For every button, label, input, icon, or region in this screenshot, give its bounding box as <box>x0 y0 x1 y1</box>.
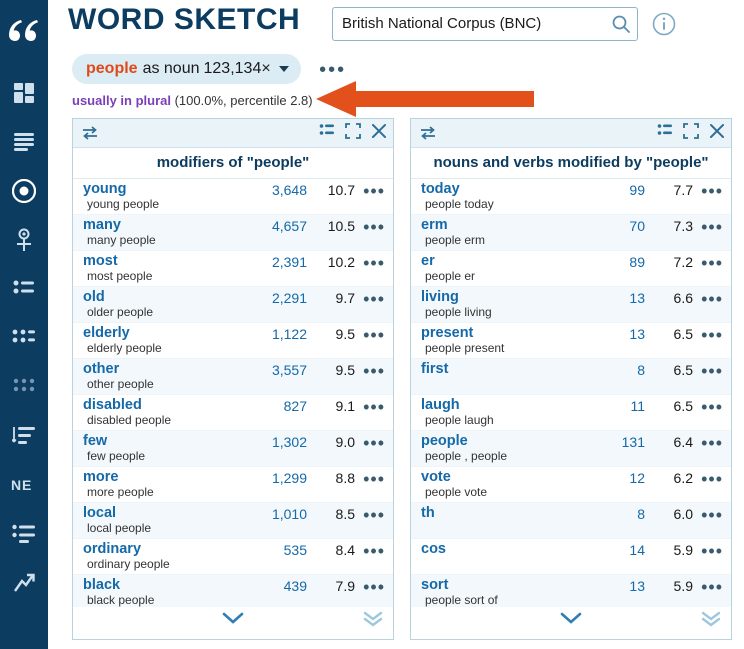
collocate-freq[interactable]: 1,122 <box>271 326 307 342</box>
collocate-word[interactable]: today <box>421 181 460 197</box>
collocate-word[interactable]: elderly <box>83 325 130 341</box>
collocate-word[interactable]: other <box>83 361 120 377</box>
table-row[interactable] <box>411 179 731 215</box>
header <box>48 0 744 48</box>
table-row[interactable] <box>73 251 393 287</box>
row-options-icon[interactable]: ••• <box>701 541 723 561</box>
table-row[interactable] <box>73 287 393 323</box>
panel-modifiers <box>72 118 394 640</box>
collocate-word[interactable]: sort <box>421 577 449 593</box>
collocate-freq[interactable]: 439 <box>283 578 307 594</box>
collocate-score: 9.0 <box>335 434 355 450</box>
row-options-icon[interactable]: ••• <box>701 433 723 453</box>
table-row[interactable] <box>73 503 393 539</box>
collocate-word[interactable]: young <box>83 181 127 197</box>
page-title: WORD SKETCH <box>68 3 301 36</box>
row-options-icon[interactable]: ••• <box>363 577 385 597</box>
collocate-freq[interactable]: 535 <box>283 542 307 558</box>
table-row[interactable] <box>411 467 731 503</box>
collocate-score: 5.9 <box>673 578 693 594</box>
swap-arrows-icon[interactable] <box>419 124 437 147</box>
collocate-freq[interactable]: 8 <box>637 362 645 378</box>
collocate-freq[interactable]: 1,299 <box>271 470 307 486</box>
table-row[interactable] <box>73 215 393 251</box>
collocate-freq[interactable]: 13 <box>629 290 645 306</box>
collocate-example: people living <box>425 305 492 319</box>
collocate-example: people , people <box>425 449 508 463</box>
collocate-score: 6.4 <box>673 434 693 450</box>
svg-text:E: E <box>22 476 32 493</box>
collocate-word[interactable]: first <box>421 361 449 377</box>
row-options-icon[interactable]: ••• <box>701 505 723 525</box>
collocate-score: 9.5 <box>335 326 355 342</box>
collocate-score: 8.5 <box>335 506 355 522</box>
collocate-word[interactable]: few <box>83 433 108 449</box>
row-options-icon[interactable]: ••• <box>363 433 385 453</box>
collocate-word[interactable]: old <box>83 289 105 305</box>
plural-note <box>72 93 313 108</box>
table-row[interactable] <box>73 359 393 395</box>
search-icon[interactable] <box>611 14 631 39</box>
row-options-icon[interactable]: ••• <box>701 397 723 417</box>
table-row[interactable] <box>411 251 731 287</box>
row-options-icon[interactable]: ••• <box>363 325 385 345</box>
collocate-freq[interactable]: 14 <box>629 542 645 558</box>
swap-arrows-icon[interactable] <box>81 124 99 147</box>
collocate-score: 9.1 <box>335 398 355 414</box>
collocate-score: 7.2 <box>673 254 693 270</box>
collocate-example: people er <box>425 269 476 283</box>
collocate-freq[interactable]: 131 <box>621 434 645 450</box>
row-options-icon[interactable]: ••• <box>363 469 385 489</box>
collocate-example: local people <box>87 521 152 535</box>
collocate-example: disabled people <box>87 413 172 427</box>
collocate-freq[interactable]: 12 <box>629 470 645 486</box>
collocate-score: 5.9 <box>673 542 693 558</box>
collocate-freq[interactable]: 89 <box>629 254 645 270</box>
sidebar-item-text-type-analysis[interactable] <box>0 460 48 509</box>
collocate-score: 6.2 <box>673 470 693 486</box>
collocate-score: 7.3 <box>673 218 693 234</box>
row-options-icon[interactable]: ••• <box>363 253 385 273</box>
row-options-icon[interactable]: ••• <box>363 541 385 561</box>
collocate-score: 10.2 <box>327 254 355 270</box>
collocate-freq[interactable]: 70 <box>629 218 645 234</box>
sidebar-item-n-gram[interactable] <box>0 362 48 411</box>
table-row[interactable] <box>411 359 731 395</box>
collocate-freq[interactable]: 827 <box>283 398 307 414</box>
collocate-word[interactable]: er <box>421 253 435 269</box>
collocate-example: black people <box>87 593 155 607</box>
panel-toolbar <box>73 119 393 148</box>
row-options-icon[interactable]: ••• <box>363 217 385 237</box>
app-logo-icon[interactable] <box>4 10 44 50</box>
collocate-score: 10.5 <box>327 218 355 234</box>
collocate-example: older people <box>87 305 154 319</box>
panel-toolbar <box>411 119 731 148</box>
collocate-example: more people <box>87 485 154 499</box>
table-row[interactable] <box>73 431 393 467</box>
row-options-icon[interactable]: ••• <box>363 505 385 525</box>
grid-icon[interactable] <box>657 123 673 144</box>
table-row[interactable] <box>411 323 731 359</box>
row-options-icon[interactable]: ••• <box>701 577 723 597</box>
table-row[interactable] <box>73 539 393 575</box>
collocate-example: people today <box>425 197 494 211</box>
collocate-score: 6.6 <box>673 290 693 306</box>
sidebar-item-dashboard[interactable] <box>0 68 48 117</box>
collocate-freq[interactable]: 11 <box>630 398 645 414</box>
collocate-freq[interactable]: 2,391 <box>271 254 307 270</box>
close-icon[interactable] <box>709 123 725 144</box>
collocate-example: people erm <box>425 233 486 247</box>
panel-title: nouns and verbs modified by "people" <box>411 148 731 179</box>
panel-rows <box>411 179 731 607</box>
row-options-icon[interactable]: ••• <box>363 181 385 201</box>
sidebar-item-sketch-diff[interactable] <box>0 215 48 264</box>
row-options-icon[interactable]: ••• <box>701 253 723 273</box>
collocate-score: 9.5 <box>335 362 355 378</box>
more-options-icon[interactable]: ••• <box>319 59 347 82</box>
collocate-word[interactable]: present <box>421 325 474 341</box>
sidebar-item-corpus-info[interactable] <box>0 509 48 558</box>
collocate-score: 9.7 <box>335 290 355 306</box>
table-row[interactable] <box>411 575 731 607</box>
collocate-score: 8.4 <box>335 542 355 558</box>
expand-icon[interactable] <box>683 123 699 144</box>
collocate-score: 6.5 <box>673 326 693 342</box>
row-options-icon[interactable]: ••• <box>701 217 723 237</box>
panel-footer <box>73 607 393 639</box>
collocate-example: elderly people <box>87 341 162 355</box>
collocate-word[interactable]: laugh <box>421 397 460 413</box>
panel-rows <box>73 179 393 607</box>
collocate-freq[interactable]: 3,557 <box>271 362 307 378</box>
collocate-score: 6.0 <box>673 506 693 522</box>
collocate-score: 7.7 <box>673 182 693 198</box>
table-row[interactable] <box>411 215 731 251</box>
table-row[interactable] <box>73 467 393 503</box>
collocate-example: few people <box>87 449 146 463</box>
panel-footer <box>411 607 731 639</box>
collocate-score: 10.7 <box>327 182 355 198</box>
table-row[interactable] <box>411 287 731 323</box>
table-row[interactable] <box>411 539 731 575</box>
collocate-word[interactable]: most <box>83 253 118 269</box>
collocate-example: many people <box>87 233 156 247</box>
info-icon[interactable] <box>652 12 676 41</box>
query-pos: as noun <box>142 60 200 77</box>
row-options-icon[interactable]: ••• <box>701 289 723 309</box>
expand-icon[interactable] <box>345 123 361 144</box>
collocate-word[interactable]: disabled <box>83 397 142 413</box>
collocate-word[interactable]: people <box>421 433 468 449</box>
close-icon[interactable] <box>371 123 387 144</box>
query-keyword: people <box>86 60 138 77</box>
sidebar <box>0 0 48 649</box>
collocate-example: most people <box>87 269 153 283</box>
collocate-example: other people <box>87 377 154 391</box>
collocate-score: 7.9 <box>335 578 355 594</box>
chevron-down-icon[interactable] <box>222 611 244 630</box>
collocate-example: young people <box>87 197 160 211</box>
sidebar-item-word-list[interactable] <box>0 117 48 166</box>
collocate-freq[interactable]: 13 <box>629 578 645 594</box>
table-row[interactable] <box>73 575 393 607</box>
plural-note-link[interactable]: usually in plural <box>72 93 171 108</box>
sidebar-item-word-sketch[interactable] <box>0 166 48 215</box>
panel-title: modifiers of "people" <box>73 148 393 179</box>
table-row[interactable] <box>411 431 731 467</box>
row-options-icon[interactable]: ••• <box>701 325 723 345</box>
svg-text:N: N <box>11 476 22 493</box>
collocate-freq[interactable]: 2,291 <box>271 290 307 306</box>
collocate-freq[interactable]: 3,648 <box>271 182 307 198</box>
chevron-double-down-icon[interactable] <box>363 611 383 634</box>
collocate-score: 8.8 <box>335 470 355 486</box>
corpus-name: British National Corpus (BNC) <box>342 15 542 32</box>
sidebar-item-keywords[interactable] <box>0 411 48 460</box>
row-options-icon[interactable]: ••• <box>701 469 723 489</box>
collocate-word[interactable]: ordinary <box>83 541 142 557</box>
plural-note-stats: (100.0%, percentile 2.8) <box>174 93 313 108</box>
row-options-icon[interactable]: ••• <box>701 361 723 381</box>
chevron-double-down-icon[interactable] <box>701 611 721 634</box>
collocate-freq[interactable]: 1,302 <box>271 434 307 450</box>
collocate-score: 6.5 <box>673 362 693 378</box>
collocate-word[interactable]: living <box>421 289 459 305</box>
row-options-icon[interactable]: ••• <box>363 289 385 309</box>
collocate-example: people sort of <box>425 593 498 607</box>
grid-icon[interactable] <box>319 123 335 144</box>
table-row[interactable] <box>411 395 731 431</box>
chevron-down-icon[interactable] <box>279 66 289 72</box>
table-row[interactable] <box>73 323 393 359</box>
query-row <box>72 54 346 84</box>
collocate-example: ordinary people <box>87 557 170 571</box>
row-options-icon[interactable]: ••• <box>363 397 385 417</box>
row-options-icon[interactable]: ••• <box>701 181 723 201</box>
collocate-word[interactable]: black <box>83 577 121 593</box>
collocate-example: people present <box>425 341 505 355</box>
collocate-example: people laugh <box>425 413 494 427</box>
query-count: 123,134× <box>203 60 271 77</box>
collocate-freq[interactable]: 1,010 <box>271 506 307 522</box>
collocate-score: 6.5 <box>673 398 693 414</box>
collocate-word[interactable]: local <box>83 505 117 521</box>
pointer-arrow-annotation <box>314 78 536 120</box>
sidebar-item-thesaurus[interactable] <box>0 264 48 313</box>
query-chip[interactable] <box>72 54 301 84</box>
corpus-selector[interactable] <box>332 7 638 41</box>
panel-nouns-and-verbs <box>410 118 732 640</box>
sidebar-item-concordance[interactable] <box>0 313 48 362</box>
collocate-example: people vote <box>425 485 488 499</box>
collocate-freq[interactable]: 13 <box>629 326 645 342</box>
collocate-word[interactable]: vote <box>421 469 451 485</box>
collocate-word[interactable]: erm <box>421 217 448 233</box>
row-options-icon[interactable]: ••• <box>363 361 385 381</box>
table-row[interactable] <box>73 179 393 215</box>
table-row[interactable] <box>411 503 731 539</box>
collocate-word[interactable]: th <box>421 505 435 521</box>
collocate-word[interactable]: more <box>83 469 119 485</box>
table-row[interactable] <box>73 395 393 431</box>
collocate-word[interactable]: many <box>83 217 121 233</box>
chevron-down-icon[interactable] <box>560 611 582 630</box>
collocate-word[interactable]: cos <box>421 541 446 557</box>
collocate-freq[interactable]: 8 <box>637 506 645 522</box>
collocate-freq[interactable]: 4,657 <box>271 218 307 234</box>
sidebar-item-trends[interactable] <box>0 558 48 607</box>
collocate-freq[interactable]: 99 <box>629 182 645 198</box>
